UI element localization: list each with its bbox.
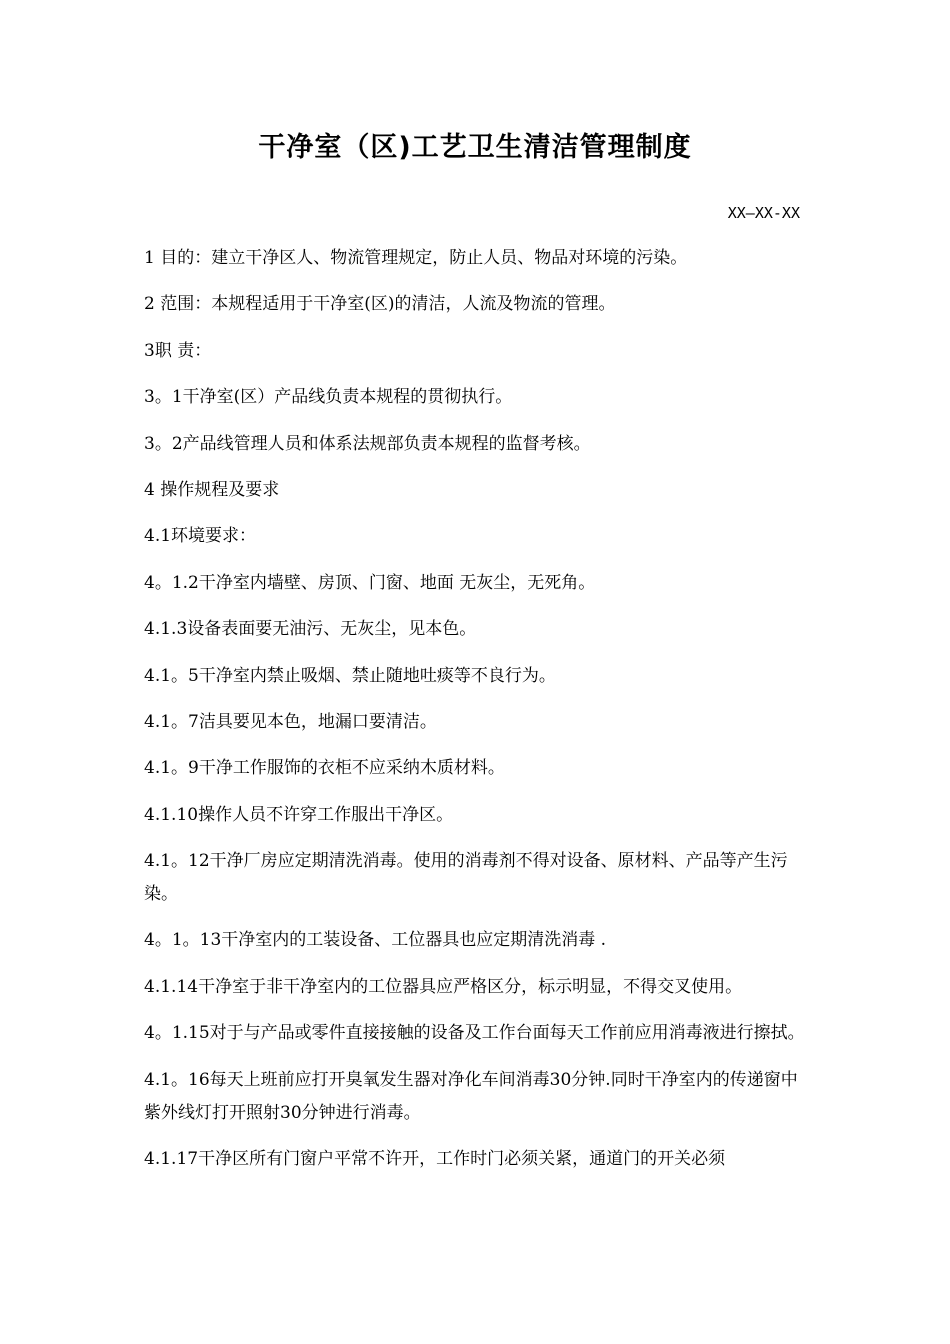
paragraph-3-2: 3。2产品线管理人员和体系法规部负责本规程的监督考核。 (144, 433, 591, 454)
paragraph-4-1-2: 4。1.2干净室内墙壁、房顶、门窗、地面 无灰尘，无死角。 (144, 572, 596, 593)
paragraph-purpose: 1 目的：建立干净区人、物流管理规定，防止人员、物品对环境的污染。 (144, 248, 688, 268)
paragraph-4-1-14: 4.1.14干净室于非干净室内的工位器具应严格区分，标示明显，不得交叉使用。 (144, 976, 743, 997)
paragraph-4-1-13: 4。1。13干净室内的工装设备、工位器具也应定期清洗消毒 . (144, 930, 607, 951)
paragraph-4-1-15: 4。1.15对于与产品或零件直接接触的设备及工作台面每天工作前应用消毒液进行擦拭。 (144, 1023, 805, 1044)
paragraph-4-1-10: 4.1.10操作人员不许穿工作服出干净区。 (144, 804, 454, 825)
paragraph-4-1-17: 4.1.17干净区所有门窗户平常不许开，工作时门必须关紧，通道门的开关必须 (144, 1149, 726, 1170)
document-body (144, 242, 808, 1189)
paragraph-scope: 2 范围：本规程适用于干净室(区)的清洁，人流及物流的管理。 (144, 294, 616, 315)
paragraph-responsibility: 3职 责： (144, 340, 212, 361)
paragraph-4-1: 4.1环境要求： (144, 526, 257, 547)
document-title: 干净室（区)工艺卫生清洁管理制度 (258, 132, 692, 163)
paragraph-4-1-16: 4.1。16每天上班前应打开臭氧发生器对净化车间消毒30分钟.同时干净室内的传递窗中紫外线灯打开照射30分钟进行消毒。 (144, 1069, 798, 1123)
document-code: XX—XX-XX (727, 204, 800, 222)
paragraph-4-1-12: 4.1。12干净厂房应定期清洗消毒。使用的消毒剂不得对设备、原材料、产品等产生污染。 (144, 851, 788, 905)
paragraph-4-1-5: 4.1。5干净室内禁止吸烟、禁止随地吐痰等不良行为。 (144, 665, 556, 686)
paragraph-4-1-3: 4.1.3设备表面要无油污、无灰尘，见本色。 (144, 619, 477, 640)
paragraph-4-1-7: 4.1。7洁具要见本色，地漏口要清洁。 (144, 711, 437, 732)
paragraph-4-1-9: 4.1。9干净工作服饰的衣柜不应采纳木质材料。 (144, 758, 505, 779)
paragraph-3-1: 3。1干净室(区）产品线负责本规程的贯彻执行。 (144, 387, 513, 408)
paragraph-procedures: 4 操作规程及要求 (144, 479, 280, 500)
